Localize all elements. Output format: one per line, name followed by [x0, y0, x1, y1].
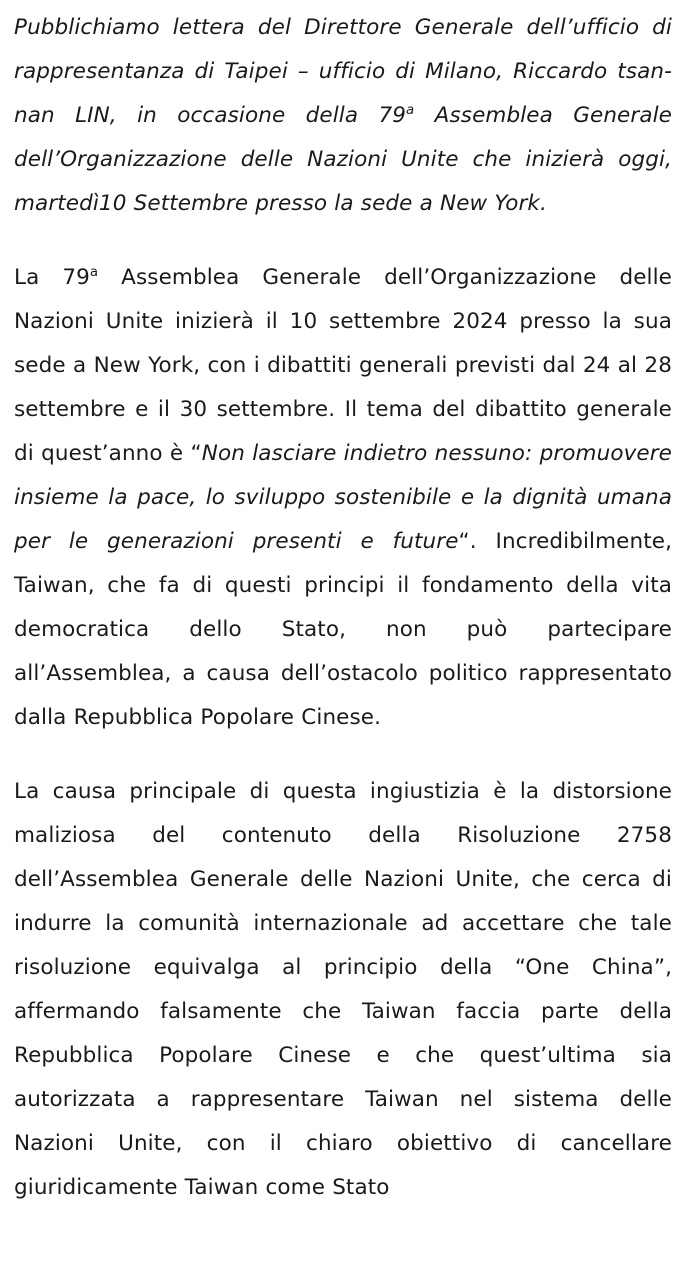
paragraph-list: [14, 6, 672, 1210]
paragraph-intro-note: [14, 6, 672, 226]
text-run: Assemblea Generale dell’Organizzazione delle Nazioni Unite che inizierà oggi, martedì10 Settembre presso la sede a New York.: [14, 103, 672, 216]
text-run: La 79: [14, 265, 90, 290]
ordinal-superscript: a: [89, 264, 99, 280]
quoted-theme-text: Non lasciare indietro nessuno: promuovere insieme la pace, lo sviluppo sostenibile e la dignità umana per le generazioni presenti e future: [14, 441, 673, 554]
text-run: “. Incredibilmente, Taiwan, che fa di questi principi il fondamento della vita democratica dello Stato, non può partecipare all’Assemblea, a causa dell’ostacolo politico rappresentato dalla Repubblica Popolare Cinese.: [14, 529, 672, 730]
paragraph-body-1: [14, 256, 672, 740]
text-run: Pubblichiamo lettera del Direttore Generale dell’ufficio di rappresentanza di Taipei – ufficio di Milano, Riccardo tsan-nan LIN, in occasione della 79: [14, 15, 672, 128]
ordinal-superscript: a: [406, 102, 415, 118]
text-run: La causa principale di questa ingiustizia è la distorsione maliziosa del contenuto della Risoluzione 2758 dell’Assemblea Generale delle Nazioni Unite, che cerca di indurre la comunità internazionale ad accettare che tale risoluzione equivalga al principio della “One China”, affermando falsamente che Taiwan faccia parte della Repubblica Popolare Cinese e che quest’ultima sia autorizzata a rappresentare Taiwan nel sistema delle Nazioni Unite, con il chiaro obiettivo di cancellare giuridicamente Taiwan come Stato: [14, 779, 672, 1200]
paragraph-body-2: [14, 770, 672, 1210]
text-run: Assemblea Generale dell’Organizzazione delle Nazioni Unite inizierà il 10 settembre 2024 presso la sua sede a New York, con i dibattiti generali previsti dal 24 al 28 settembre e il 30 settembre. Il tema del dibattito generale di quest’anno è “: [14, 265, 672, 466]
